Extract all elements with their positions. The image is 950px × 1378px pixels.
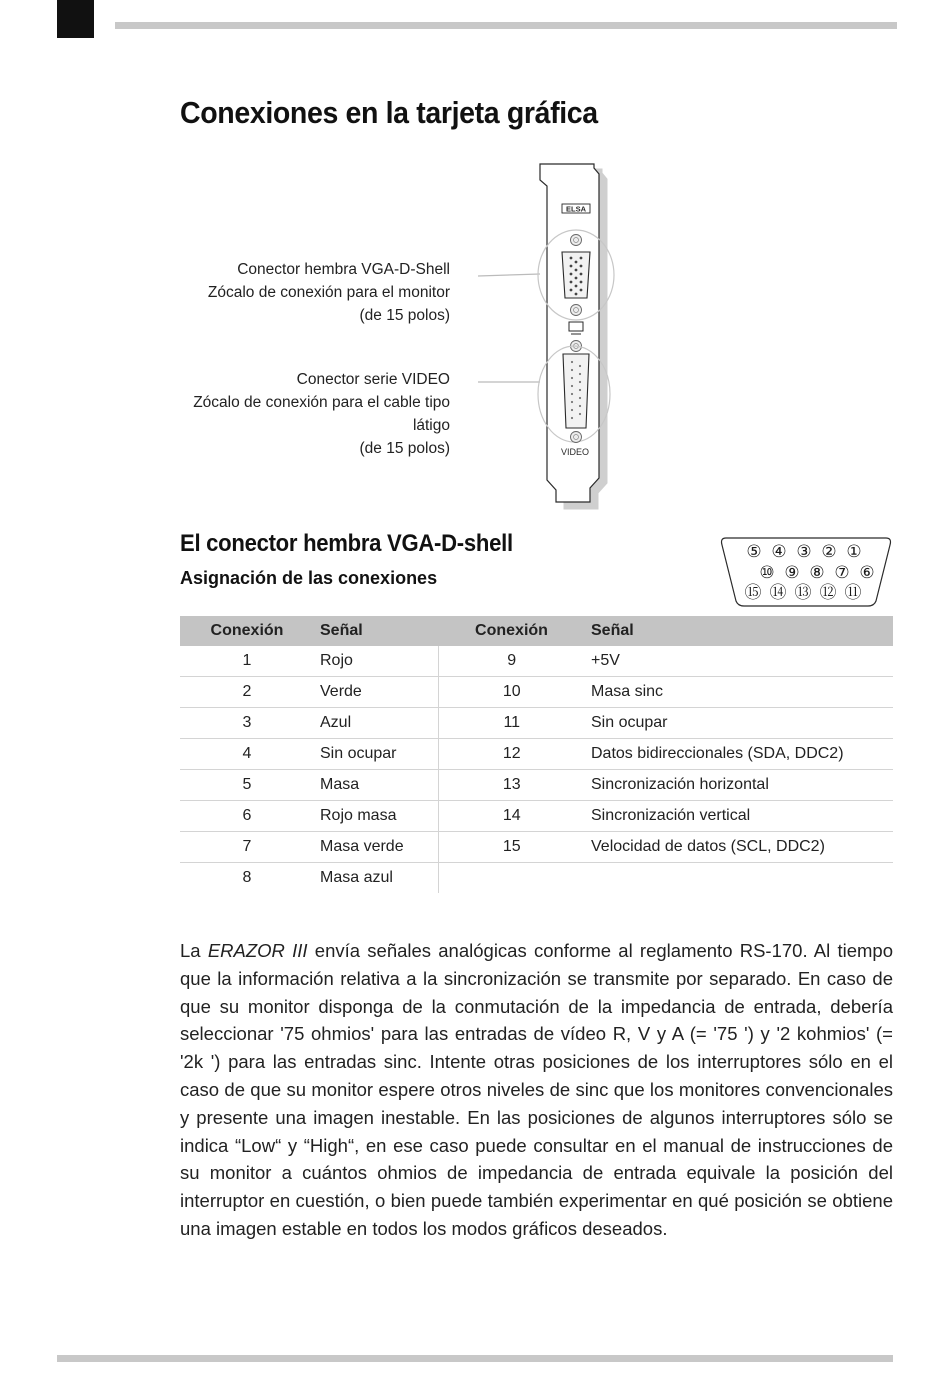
pin-signal: Sin ocupar	[585, 708, 893, 739]
pin-label: ⑮	[744, 583, 762, 603]
body-intro: La	[180, 940, 208, 961]
pin-label: ①	[846, 542, 862, 562]
pin-signal: Masa azul	[314, 863, 438, 894]
video-serial-connector	[563, 354, 589, 428]
vga-d-shell-connector	[562, 252, 590, 298]
table-row	[180, 739, 893, 770]
footer-rule	[57, 1355, 893, 1362]
pin-signal: Sincronización horizontal	[585, 770, 893, 801]
pin-number: 3	[180, 708, 314, 739]
section-title: El conector hembra VGA-D-shell	[180, 530, 513, 557]
pin-number: 8	[242, 869, 252, 886]
pin-number: 12	[438, 739, 585, 770]
pin-label: ⑤	[746, 542, 762, 562]
pin-signal: Rojo masa	[314, 801, 438, 832]
pin-label: ⑪	[844, 583, 862, 603]
pin-number: 13	[438, 770, 585, 801]
page-title: Conexiones en la tarjeta gráfica	[180, 95, 598, 130]
pin-label: ③	[796, 542, 812, 562]
subsection-title: Asignación de las conexiones	[180, 568, 438, 588]
screw-hole	[571, 432, 582, 443]
body-text: envía señales analógicas conforme al reglamento RS-170. Al tiempo que la información relativa a la sincronización se transmite por separado. En caso de que su monitor disponga de la conmutación de la impedancia de entrada, debería seleccionar '75 ohmios' para las entradas de vídeo R, V y A (= '75 ') y '2 kohmios' (= '2k ') para las entradas sinc. Intente otras posiciones de los interruptores sólo en el caso de que su monitor espere otros niveles de sinc que los monitores convencionales y presente una imagen inestable. En las posiciones de algunos interruptores sólo se indica “Low“ y “High“, en ese caso puede consultar en el manual de instrucciones de su monitor a cuántos ohmios de impedancia de entrada equivale la posición del interruptor en cuestión, o bien puede también experimentar en qué posición se obtiene una imagen estable en todos los modos gráficos deseados.	[180, 940, 893, 1239]
screw-hole	[571, 305, 582, 316]
pin-signal: Verde	[314, 677, 438, 708]
header-rule	[115, 22, 897, 29]
pin-signal: Masa sinc	[585, 677, 893, 708]
pin-number: 7	[180, 832, 314, 863]
pin-signal: Masa verde	[314, 832, 438, 863]
vga-pinout-diagram	[718, 535, 894, 609]
body-paragraph	[180, 937, 893, 1243]
pin-signal: Masa	[314, 770, 438, 801]
pin-label: ④	[771, 542, 787, 562]
pin-assignment-table	[180, 616, 893, 893]
column-header: Conexión	[180, 616, 314, 646]
pin-signal: Sin ocupar	[314, 739, 438, 770]
callout-line: Conector hembra VGA-D-Shell	[237, 261, 450, 278]
pin-signal	[585, 863, 893, 894]
callout-line: Conector serie VIDEO	[296, 371, 450, 388]
pin-label: ⑬	[794, 583, 812, 603]
pin-label: ⑥	[859, 563, 875, 583]
pin-label: ⑭	[769, 583, 787, 603]
pin-number: 1	[180, 646, 314, 677]
callout-line: (de 15 polos)	[359, 307, 450, 324]
pin-signal: +5V	[585, 646, 893, 677]
callout-line: (de 15 polos)	[359, 440, 450, 457]
column-header: Señal	[314, 616, 438, 646]
table-row	[180, 708, 893, 739]
table-row	[180, 801, 893, 832]
pin-number: 10	[438, 677, 585, 708]
callout-video-connector	[193, 368, 450, 460]
product-name: ERAZOR III	[207, 940, 308, 961]
callout-line: látigo	[412, 417, 450, 434]
pin-label: ⑫	[819, 583, 837, 603]
callout-line: Zócalo de conexión para el monitor	[207, 284, 450, 301]
column-header: Conexión	[438, 616, 585, 646]
pin-number: 2	[180, 677, 314, 708]
table-row	[180, 677, 893, 708]
pin-number: 14	[438, 801, 585, 832]
pin-label: ⑩	[759, 563, 775, 583]
pin-number: 9	[438, 646, 585, 677]
page-corner-block	[57, 0, 94, 38]
pin-signal: Velocidad de datos (SCL, DDC2)	[585, 832, 893, 863]
leader-line-vga	[478, 274, 540, 276]
graphics-card-bracket-drawing	[470, 160, 630, 510]
table-row	[180, 863, 893, 894]
pin-signal: Rojo	[314, 646, 438, 677]
pin-number: 4	[180, 739, 314, 770]
pin-label: ⑨	[784, 563, 800, 583]
callout-line: Zócalo de conexión para el cable tipo	[193, 394, 450, 411]
pin-number: 6	[180, 801, 314, 832]
table-header-row	[180, 616, 893, 646]
elsa-logo-text: ELSA	[565, 204, 587, 214]
table-row	[180, 832, 893, 863]
pin-label: ⑧	[809, 563, 825, 583]
pin-signal: Datos bidireccionales (SDA, DDC2)	[585, 739, 893, 770]
pin-label: ⑦	[834, 563, 850, 583]
pin-signal: Sincronización vertical	[585, 801, 893, 832]
table-row	[180, 646, 893, 677]
callout-vga-connector	[208, 258, 450, 327]
pin-number: 5	[180, 770, 314, 801]
pin-number: 11	[438, 708, 585, 739]
pin-label: ②	[821, 542, 837, 562]
table-row	[180, 770, 893, 801]
screw-hole	[571, 235, 582, 246]
pin-signal: Azul	[314, 708, 438, 739]
column-header: Señal	[585, 616, 893, 646]
pin-number: 15	[438, 832, 585, 863]
video-label: VIDEO	[560, 447, 590, 457]
pin-number	[438, 863, 585, 894]
